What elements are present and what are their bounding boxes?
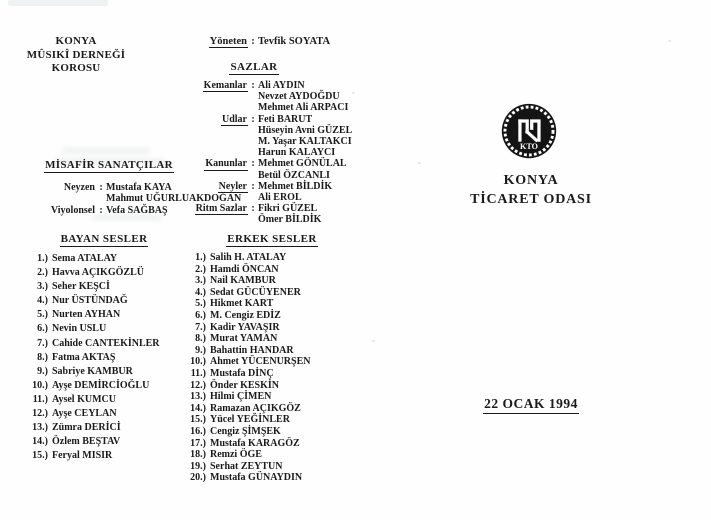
singer-number: 4.) (37, 295, 48, 307)
colon: : (251, 203, 255, 215)
singer-number: 6.) (195, 309, 206, 321)
member-name: Ali AYDIN (258, 80, 305, 91)
colon: : (251, 158, 255, 170)
singer-row (180, 298, 310, 310)
member-name: Mehmet BİLDİK (258, 180, 333, 192)
singer-number: 20.) (190, 472, 206, 484)
singer-row (22, 407, 160, 421)
guest-members (106, 205, 168, 216)
singer-number: 18.) (190, 449, 206, 461)
singer-row (22, 280, 160, 294)
singer-row (180, 449, 310, 461)
singer-number: 3.) (37, 281, 48, 293)
singer-name: Aysel KUMCU (52, 393, 116, 405)
singer-row (22, 308, 160, 322)
instruments-title-text: SAZLAR (230, 61, 278, 73)
singer-row (22, 337, 160, 351)
kto-logo-icon (500, 102, 558, 160)
guest-artists-title (15, 159, 203, 173)
member-name: Ömer BİLDİK (258, 214, 322, 226)
member-name: Feti BARUT (258, 113, 313, 125)
colon: : (251, 80, 255, 91)
guest-artists-list (8, 182, 241, 216)
singer-number: 12.) (190, 379, 206, 391)
singer-row (22, 266, 160, 280)
singer-name: Murat YAMAN (210, 333, 278, 345)
colon: : (251, 36, 255, 47)
singer-number: 2.) (37, 267, 48, 279)
singer-row (180, 426, 310, 438)
singer-number: 17.) (190, 437, 206, 449)
singer-number: 8.) (37, 351, 48, 363)
instrument-label-cell (190, 80, 248, 92)
female-voices-title (38, 233, 170, 247)
singer-name: Remzi ÖGE (210, 449, 262, 461)
singer-row (22, 379, 160, 393)
singer-number: 16.) (190, 425, 206, 437)
member-name: M. Yaşar KALTAKCI (258, 136, 352, 148)
singer-name: Nevin USLU (52, 323, 107, 335)
singer-row (180, 461, 310, 473)
singer-row (180, 252, 310, 264)
scan-artifact (418, 162, 421, 164)
singer-number: 8.) (195, 333, 206, 345)
masthead-line1: KONYA (55, 35, 97, 47)
instrument-label: Neyler (218, 180, 247, 192)
scan-artifact (372, 340, 375, 342)
singer-name: Sema ATALAY (52, 253, 118, 264)
singer-row (180, 287, 310, 299)
conductor-name: Tevfik SOYATA (258, 36, 331, 47)
chamber-name-line1: KONYA (503, 173, 559, 188)
singer-row (22, 351, 160, 365)
singer-name: Nurten AYHAN (52, 309, 121, 321)
instrument-members (258, 203, 321, 225)
singer-name: Zümra DERİCİ (52, 422, 121, 434)
guest-group (8, 205, 241, 216)
guest-label-cell (8, 182, 96, 193)
instrument-label: Kanunlar (205, 158, 247, 170)
singer-number: 10.) (190, 356, 206, 368)
singer-number: 5.) (195, 298, 206, 310)
member-name: Mehmet GÖNÜLAL (258, 158, 347, 170)
singer-number: 11.) (190, 367, 206, 379)
singer-name: Ahmet YÜCENURŞEN (210, 356, 311, 368)
singer-number: 3.) (195, 275, 206, 287)
singer-name: Nur ÜSTÜNDAĞ (52, 295, 128, 307)
singer-name: Hilmi ÇİMEN (210, 391, 272, 403)
singer-number: 14.) (32, 436, 48, 448)
female-voices-list (22, 252, 160, 463)
singer-row (22, 435, 160, 449)
singer-number: 5.) (37, 309, 48, 321)
singer-number: 4.) (195, 286, 206, 298)
singer-name: Hamdi ÖNCAN (210, 263, 279, 275)
singer-row (180, 356, 310, 368)
singer-row (180, 391, 310, 403)
member-name: Fikri GÜZEL (258, 203, 318, 215)
scan-artifact (668, 40, 671, 42)
singer-row (22, 252, 160, 266)
member-name: Mustafa KAYA (106, 182, 172, 193)
singer-row (22, 322, 160, 336)
singer-name: Sabriye KAMBUR (52, 365, 133, 377)
singer-name: Ayşe CEYLAN (52, 408, 117, 420)
singer-name: Yücel YEĞİNLER (210, 414, 290, 426)
singer-row (22, 421, 160, 435)
scan-artifact (8, 0, 108, 6)
singer-name: Sedat GÜCÜYENER (210, 286, 301, 298)
male-voices-title-text: ERKEK SESLER (227, 233, 317, 245)
colon: : (99, 204, 103, 216)
female-voices-title-text: BAYAN SESLER (60, 233, 148, 245)
singer-name: Havva AÇIKGÖZLÜ (52, 267, 144, 279)
singer-name: Seher KEŞCİ (52, 281, 110, 293)
chamber-name-line2: TİCARET ODASI (470, 192, 592, 207)
colon: : (251, 113, 255, 125)
male-voices-list (180, 252, 310, 484)
singer-number: 9.) (37, 365, 48, 377)
singer-row (22, 365, 160, 379)
guest-label: Neyzen (63, 182, 95, 193)
singer-number: 15.) (190, 414, 206, 426)
singer-name: Cahide CANTEKİNLER (52, 337, 160, 349)
member-name: Betül ÖZCANLI (258, 169, 330, 181)
member-name: Nevzet AYDOĞDU (258, 91, 340, 103)
chamber-name (453, 171, 609, 209)
singer-number: 6.) (37, 323, 48, 335)
guest-members (106, 182, 241, 205)
singer-name: Bahattin HANDAR (210, 344, 294, 356)
instrument-label: Kemanlar (203, 80, 247, 91)
event-date (453, 396, 609, 414)
singer-name: Önder KESKİN (210, 379, 279, 391)
member-name: Hüseyin Avni GÜZEL (258, 124, 353, 136)
singer-row (180, 438, 310, 450)
conductor-label-cell (190, 36, 248, 48)
event-date-text: 22 OCAK 1994 (483, 396, 579, 414)
singer-number: 15.) (32, 450, 48, 462)
singer-row (180, 310, 310, 322)
singer-number: 1.) (195, 252, 206, 263)
singer-name: Mustafa GÜNAYDIN (210, 472, 303, 484)
singer-name: Nail KAMBUR (210, 275, 276, 287)
instrument-label: Udlar (222, 113, 247, 125)
male-voices-title (212, 233, 332, 247)
instrument-members (258, 80, 348, 114)
instrument-members (258, 114, 352, 159)
singer-name: M. Cengiz EDİZ (210, 309, 281, 321)
colon: : (99, 182, 103, 193)
conductor-label: Yöneten (209, 36, 247, 47)
instruments-section-title (198, 61, 310, 75)
singer-name: Mustafa KARAGÖZ (210, 437, 300, 449)
scan-artifact (352, 92, 355, 94)
singer-row (180, 472, 310, 484)
singer-row (180, 275, 310, 287)
member-name: Mehmet Ali ARPACI (258, 102, 349, 114)
singer-row (180, 380, 310, 392)
singer-name: Ramazan AÇIKGÖZ (210, 402, 301, 414)
singer-row (180, 403, 310, 415)
colon: : (251, 180, 255, 192)
singer-number: 10.) (32, 379, 48, 391)
conductor-row (190, 36, 330, 48)
guest-label-cell (8, 205, 96, 216)
singer-row (180, 264, 310, 276)
singer-name: Ayşe DEMİRCİOĞLU (52, 379, 150, 391)
instrument-members (258, 181, 332, 203)
member-name: Mahmut UĞURLUAKDOĞAN (106, 193, 242, 205)
singer-number: 12.) (32, 408, 48, 420)
choir-masthead (15, 35, 137, 76)
singer-number: 14.) (190, 402, 206, 414)
scan-artifact (62, 147, 150, 154)
singer-number: 1.) (37, 253, 48, 264)
member-name: Ali EROL (258, 192, 302, 204)
singer-row (180, 414, 310, 426)
kto-logo-text: KTO (520, 142, 538, 152)
singer-number: 13.) (32, 422, 48, 434)
instrument-group (190, 158, 352, 180)
singer-row (22, 393, 160, 407)
guest-label: Viyolonsel (50, 204, 95, 216)
instrument-group (190, 80, 352, 114)
singer-number: 7.) (195, 321, 206, 333)
masthead-line2: MÛSIKÎ DERNEĞİ (26, 48, 126, 61)
singer-name: Kadir YAVAŞIR (210, 321, 280, 333)
masthead-line3: KOROSU (51, 62, 101, 74)
singer-name: Özlem BEŞTAV (52, 436, 121, 448)
guest-artists-title-text: MİSAFİR SANATÇILAR (45, 159, 173, 171)
instrument-group (190, 114, 352, 159)
instrument-label: Ritm Sazlar (195, 203, 247, 215)
singer-number: 13.) (190, 391, 206, 403)
member-name: Vefa SAĞBAŞ (106, 204, 168, 216)
singer-row (180, 322, 310, 334)
singer-row (180, 333, 310, 345)
singer-name: Feryal MISIR (52, 450, 113, 462)
singer-row (180, 345, 310, 357)
singer-name: Mustafa DİNÇ (210, 367, 274, 379)
member-name: Harun KALAYCI (258, 147, 336, 159)
instrument-label-cell (190, 114, 248, 126)
singer-number: 2.) (195, 263, 206, 275)
singer-row (22, 449, 160, 463)
singer-row (22, 294, 160, 308)
singer-name: Hikmet KART (210, 298, 274, 310)
singer-name: Serhat ZEYTUN (210, 460, 283, 472)
singer-name: Fatma AKTAŞ (52, 351, 116, 363)
guest-group (8, 182, 241, 205)
singer-name: Salih H. ATALAY (210, 252, 287, 263)
instrument-members (258, 158, 347, 180)
singer-number: 11.) (32, 393, 48, 405)
singer-number: 9.) (195, 344, 206, 356)
singer-number: 7.) (37, 337, 48, 349)
singer-row (180, 368, 310, 380)
singer-number: 19.) (190, 460, 206, 472)
singer-name: Cengiz ŞİMŞEK (210, 425, 281, 437)
